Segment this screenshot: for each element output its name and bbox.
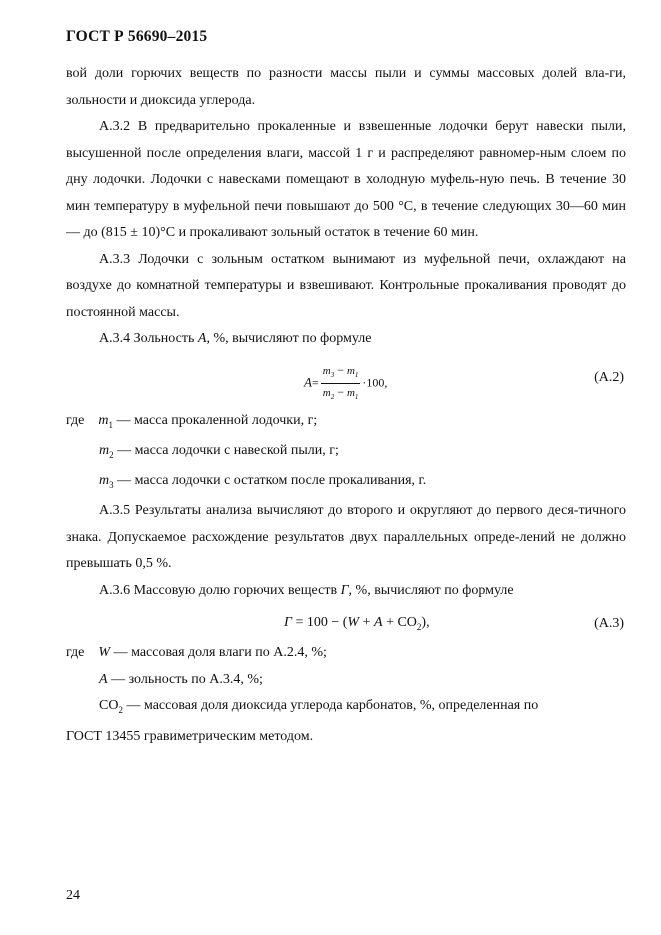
paragraph-a32: А.3.2 В предварительно прокаленные и взвешенные лодочки берут навески пыли, высушенной после определения влаги, массой 1 г и распределяют равномер-ным слоем по дну лодочки. Лодочки с навесками помещают в холодную муфель-ную печь. В течение 30 мин температуру в муфельной печи повышают до 500 °С, в течение следующих 30—60 мин — до (815 ± 10)°С и прокаливают зольный остаток в течение 60 мин.: [66, 119, 626, 240]
def-var-m: m: [99, 442, 110, 458]
definition-m2: [66, 438, 626, 468]
formula-a3-row: [66, 606, 626, 640]
formula-a3-close: ),: [421, 615, 430, 631]
page-number: 24: [66, 888, 80, 903]
formula-a2-multiplier: ·100,: [362, 375, 388, 390]
a36-prefix: А.3.6 Массовую долю горючих веществ: [99, 582, 341, 598]
equation-number-a2: (А.2): [594, 369, 624, 385]
def-text: — зольность по А.3.4, %;: [107, 671, 263, 687]
formula-a3-middle: = 100 − (: [291, 615, 348, 631]
num-m1-sub: 1: [354, 370, 359, 379]
formula-a2-lhs: A: [304, 374, 312, 390]
formula-a2-denominator: [321, 384, 361, 404]
where-label: где: [66, 645, 85, 661]
num-m3-sub: 3: [330, 370, 335, 379]
def-text: — масса прокаленной лодочки, г;: [113, 412, 318, 428]
document-header: ГОСТ Р 56690–2015: [66, 28, 208, 45]
a36-variable: Г: [340, 582, 349, 598]
den-m1: m: [346, 386, 355, 399]
def-text: — массовая доля диоксида углерода карбонатов, %, определенная по: [122, 698, 539, 714]
definition-m1: [66, 408, 626, 438]
formula-a3-co: + СО: [382, 615, 417, 631]
a34-prefix: А.3.4 Зольность: [99, 331, 198, 346]
definition-m3: [66, 468, 626, 498]
num-m3: m: [322, 364, 331, 377]
paragraph-a33: А.3.3 Лодочки с зольным остатком вынимают из муфельной печи, охлаждают на воздухе до комнатной температуры и взвешивают. Контрольные прокаливания проводят до постоянной массы.: [66, 251, 626, 320]
formula-a2-fraction: [321, 363, 361, 404]
formula-a3-lhs: Г: [284, 615, 292, 631]
den-m1-sub: 1: [354, 392, 359, 401]
def-text: — масса лодочки с навеской пыли, г;: [113, 442, 339, 458]
def-sub: 1: [108, 419, 114, 430]
den-m2: m: [322, 386, 331, 399]
def-var-a: А: [99, 671, 108, 687]
definition-a: [66, 667, 626, 694]
def-var-co: СО: [99, 698, 119, 714]
a34-suffix: , %, вычисляют по формуле: [206, 331, 372, 346]
def-sub: 2: [109, 449, 114, 460]
where-label: где: [66, 412, 85, 428]
def-text: — масса лодочки с остатком после прокаливания, г.: [113, 473, 427, 489]
num-m1: m: [346, 364, 355, 377]
definition-w: [66, 640, 626, 667]
num-minus: −: [334, 362, 347, 377]
def-sub: 3: [109, 479, 114, 490]
paragraph-a35: А.3.5 Результаты анализа вычисляют до второго и округляют до первого деся-тичного знака. Допускаемое расхождение результатов двух параллельных опреде-лений не должно превышать 0,5 %.: [66, 503, 626, 572]
definition-co2-tail: ГОСТ 13455 гравиметрическим методом.: [66, 728, 314, 744]
paragraph-a34: [66, 326, 626, 353]
formula-a3-co-sub: 2: [416, 622, 422, 633]
def-var-w: W: [98, 645, 111, 661]
formula-a3-w: W: [347, 615, 360, 631]
a34-variable: А: [197, 331, 207, 346]
def-sub: 2: [118, 705, 123, 716]
equation-number-a3: (А.3): [594, 616, 624, 632]
formula-a3-plus: +: [359, 615, 374, 631]
den-m2-sub: 2: [330, 392, 335, 401]
paragraph-continuation: вой доли горючих веществ по разности массы пыли и суммы массовых долей вла-ги, зольности и диоксида углерода.: [66, 66, 626, 108]
def-var-m: m: [99, 473, 110, 489]
formula-a2-eq: =: [311, 375, 319, 390]
formula-a3-a: A: [374, 615, 383, 631]
definition-co2: [66, 693, 626, 723]
formula-a2-row: [66, 353, 626, 408]
def-text: — массовая доля влаги по А.2.4, %;: [110, 645, 327, 661]
def-var-m: m: [98, 412, 109, 428]
formula-a2: [304, 363, 387, 404]
formula-a2-numerator: [321, 363, 361, 384]
paragraph-a36: [66, 578, 626, 605]
a36-suffix: , %, вычисляют по формуле: [348, 582, 514, 598]
body-text: [66, 61, 626, 750]
den-minus: −: [334, 384, 347, 399]
formula-a3: [284, 610, 430, 640]
